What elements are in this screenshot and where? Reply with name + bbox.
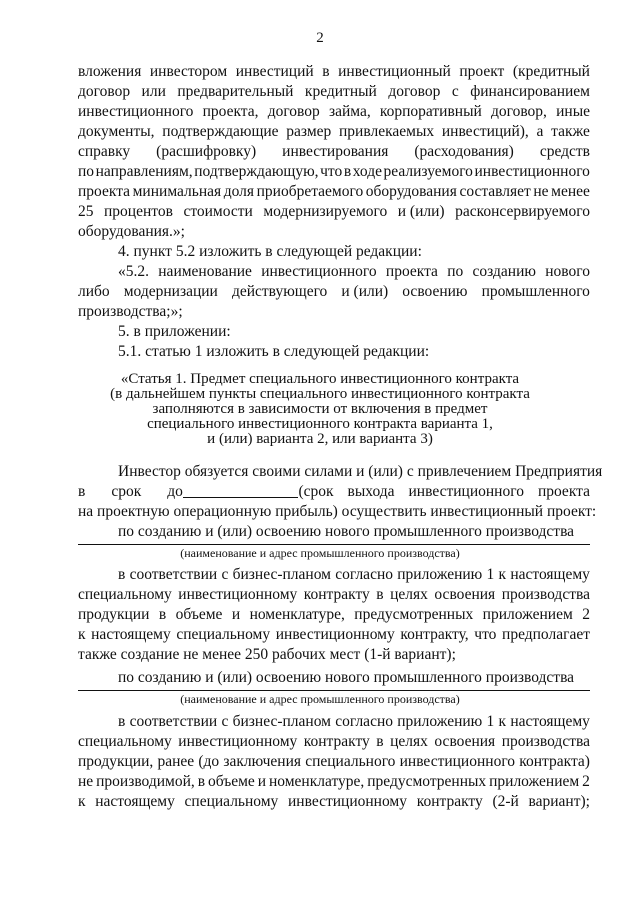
word: (до <box>198 753 220 770</box>
word: подтверждающую, <box>194 163 319 180</box>
investor-line: Инвестор обязуется своими силами и (или) с привлечением Предприятия <box>118 463 603 480</box>
item-4: 4. пункт 5.2 изложить в следующей редакции: <box>118 243 422 260</box>
word: в <box>322 63 330 80</box>
word: производства <box>501 586 590 603</box>
article-heading-line: заполняются в зависимости от включения в предмет <box>152 401 488 417</box>
word: 25 <box>78 203 94 220</box>
para3-line <box>78 605 590 625</box>
word: или <box>141 83 166 100</box>
word: настоящему <box>95 793 175 810</box>
word: по <box>78 163 95 180</box>
article-heading-line: специального инвестиционного контракта варианта 1, <box>147 416 493 432</box>
word: проекта <box>385 263 438 280</box>
word: освоения <box>434 586 496 603</box>
word: в <box>197 773 206 790</box>
word: к <box>498 713 507 730</box>
word: контракту, <box>400 626 469 643</box>
word: настоящему <box>510 566 590 583</box>
word: вариант); <box>528 793 590 810</box>
word: (кредитный <box>512 63 590 80</box>
word: инвестиционному <box>178 586 298 603</box>
word: инвестиционного <box>261 263 377 280</box>
word: что <box>474 626 497 643</box>
word: с <box>451 83 459 100</box>
word: либо <box>78 283 110 300</box>
word: приложению <box>397 713 483 730</box>
fill-in-line <box>78 544 590 545</box>
word: в <box>376 586 384 603</box>
word: проекта <box>78 183 131 200</box>
word: справку <box>78 143 131 160</box>
word: приложению <box>397 566 483 583</box>
article-heading-line: (в дальнейшем пункты специального инвестиционного контракта <box>110 386 530 402</box>
word: в <box>78 483 86 500</box>
word: реализуемого <box>383 163 473 180</box>
word: 1 <box>486 713 495 730</box>
word: инвестиционного <box>408 483 524 500</box>
word: и <box>257 773 267 790</box>
word: проекта, <box>202 103 259 120</box>
word: целях <box>390 586 428 603</box>
word: иные <box>556 103 590 120</box>
word: приложением <box>489 773 580 790</box>
word: договор <box>78 83 131 100</box>
word: ходе <box>352 163 382 180</box>
para1-line <box>78 82 590 102</box>
para3-line <box>78 585 590 605</box>
word: инвестиций <box>235 63 314 80</box>
deadline-right <box>298 482 590 502</box>
option1-intro: по созданию и (или) освоению нового промышленного производства <box>118 523 575 540</box>
para1-line <box>78 102 590 122</box>
word: 2 <box>582 606 590 623</box>
word: вложения <box>78 63 142 80</box>
word: к <box>78 626 86 643</box>
word: договор <box>267 103 320 120</box>
word: инвестирования <box>282 143 389 160</box>
word: предполагает <box>502 626 590 643</box>
word: номенклатуре, <box>268 773 365 790</box>
word: срок <box>111 483 142 500</box>
word: инвестиционного <box>78 103 194 120</box>
word: менее <box>551 183 590 200</box>
word: а <box>536 123 544 140</box>
para4-line <box>78 792 590 812</box>
investor-deadline-line <box>78 482 590 502</box>
word: договор, <box>490 103 547 120</box>
field-caption: (наименование и адрес промышленного производства) <box>180 692 460 706</box>
word: к <box>78 793 86 810</box>
para3-line <box>118 565 590 585</box>
word: до <box>167 483 183 500</box>
word: инвестиционному <box>178 733 298 750</box>
word: и (или) <box>397 203 445 220</box>
word: производства <box>501 733 590 750</box>
word: составляет <box>459 183 531 200</box>
word: приложением <box>482 606 573 623</box>
word: в <box>118 713 126 730</box>
word: объеме <box>175 606 223 623</box>
word: целях <box>390 733 428 750</box>
word: к <box>498 566 507 583</box>
para4-line <box>118 712 590 732</box>
word: продукции <box>78 606 150 623</box>
word: средств <box>539 143 590 160</box>
word: освоения <box>434 733 496 750</box>
word: займа, <box>328 103 371 120</box>
article-heading-line: «Статья 1. Предмет специального инвестиционного контракта <box>120 371 520 387</box>
para2-line <box>78 282 590 302</box>
word: (расшифровку) <box>156 143 257 160</box>
word: производимой, <box>96 773 195 790</box>
word: с <box>221 566 229 583</box>
word: предварительный <box>177 83 294 100</box>
para2-line <box>118 262 590 282</box>
word: (расходования) <box>414 143 514 160</box>
word: промышленного <box>481 283 590 300</box>
word: доля <box>223 183 255 200</box>
word: настоящему <box>91 626 171 643</box>
word: в <box>343 163 352 180</box>
word: контракту <box>303 733 370 750</box>
item-5-1: 5.1. статью 1 изложить в следующей редакции: <box>118 343 430 360</box>
word: инвестиционному <box>288 793 407 810</box>
word: и (или) <box>341 283 389 300</box>
word: нового <box>545 263 590 280</box>
word: специальному <box>184 793 279 810</box>
word: документы, <box>78 123 155 140</box>
para1-line: оборудования.»; <box>78 223 185 240</box>
word: с <box>221 713 229 730</box>
para3-line: также создание не менее 250 рабочих мест (1-й вариант); <box>78 646 456 663</box>
word: инвестором <box>149 63 228 80</box>
deadline-blank <box>183 482 299 498</box>
word: инвестиционному <box>275 626 395 643</box>
para4-line <box>78 752 590 772</box>
word: модернизации <box>123 283 218 300</box>
word: по <box>447 263 464 280</box>
para1-line <box>78 122 590 142</box>
word: предусмотренных <box>367 773 487 790</box>
word: предусмотренных <box>354 606 474 623</box>
word: бизнес-планом <box>232 566 331 583</box>
word: приобретаемого <box>256 183 364 200</box>
para3-line <box>78 625 590 645</box>
word: и <box>231 606 241 623</box>
word: размер <box>286 123 332 140</box>
word: что <box>320 163 343 180</box>
para1-line <box>78 182 590 202</box>
word: не <box>533 183 549 200</box>
word: проекта <box>537 483 590 500</box>
word: специального <box>305 753 396 770</box>
word: договор <box>388 83 441 100</box>
word: в <box>158 606 167 623</box>
word: продукции, <box>78 753 154 770</box>
para1-line <box>78 62 590 82</box>
fill-in-line <box>78 690 590 691</box>
word: стоимости <box>183 203 253 220</box>
option2-intro: по созданию и (или) освоению нового промышленного производства <box>118 669 575 686</box>
word: заключения <box>223 753 301 770</box>
word: контракту <box>303 586 370 603</box>
word: кредитный <box>304 83 377 100</box>
word: действующего <box>231 283 328 300</box>
word: настоящему <box>510 713 590 730</box>
word: корпоративный <box>379 103 482 120</box>
word: контракта) <box>519 753 590 770</box>
word: 2 <box>582 773 590 790</box>
word: расконсервируемого <box>455 203 590 220</box>
word: «5.2. <box>118 263 149 280</box>
word: минимальная <box>132 183 222 200</box>
para4-line <box>78 772 590 792</box>
word: подтверждающие <box>162 123 279 140</box>
page-number: 2 <box>316 30 324 46</box>
article-heading-line: и (или) варианта 2, или варианта 3) <box>207 431 433 447</box>
word: согласно <box>335 566 393 583</box>
word: наименование <box>158 263 252 280</box>
word: финансированием <box>470 83 590 100</box>
word: объеме <box>207 773 255 790</box>
word: привлекаемых <box>339 123 435 140</box>
para1-line <box>78 142 590 162</box>
word: также <box>551 123 590 140</box>
word: инвестиционного <box>474 163 590 180</box>
para1-line <box>78 162 590 182</box>
field-caption: (наименование и адрес промышленного производства) <box>180 546 460 560</box>
word: 1 <box>486 566 495 583</box>
word: выхода <box>347 483 395 500</box>
word: бизнес-планом <box>232 713 331 730</box>
word: инвестиций), <box>441 123 529 140</box>
word: в <box>118 566 126 583</box>
word: направлениям, <box>95 163 193 180</box>
word: специальному <box>176 626 271 643</box>
word: номенклатуре, <box>249 606 345 623</box>
word: соответствии <box>129 566 218 583</box>
word: (срок <box>298 483 334 500</box>
para1-line <box>78 202 590 222</box>
word: ранее <box>157 753 195 770</box>
word: не <box>78 773 94 790</box>
word: модернизируемого <box>263 203 388 220</box>
word: процентов <box>104 203 173 220</box>
word: соответствии <box>129 713 218 730</box>
word: согласно <box>335 713 393 730</box>
word: проект <box>459 63 505 80</box>
word: контракту <box>416 793 483 810</box>
word: освоению <box>402 283 468 300</box>
word: инвестиционного <box>399 753 516 770</box>
word: в <box>376 733 384 750</box>
item-5: 5. в приложении: <box>118 323 231 340</box>
word: специальному <box>78 586 172 603</box>
word: инвестиционный <box>338 63 451 80</box>
word: специальному <box>78 733 172 750</box>
investor-line: на проектную операционную прибыль) осуществить инвестиционный проект: <box>78 503 597 520</box>
deadline-left <box>78 482 183 502</box>
para2-line: производства;»; <box>78 303 183 320</box>
word: созданию <box>472 263 536 280</box>
word: (2-й <box>492 793 519 810</box>
word: оборудования <box>365 183 457 200</box>
para4-line <box>78 732 590 752</box>
